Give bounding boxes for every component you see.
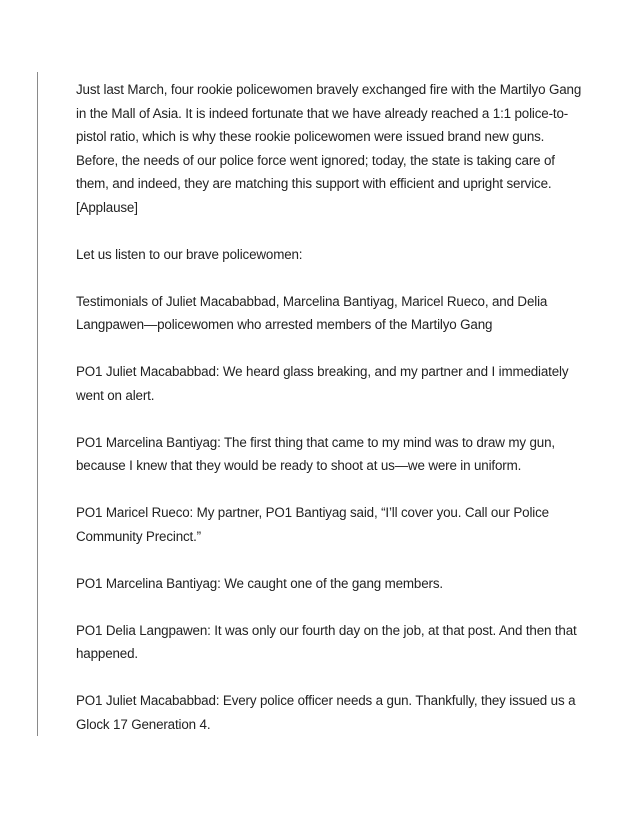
paragraph-macababbad-2: PO1 Juliet Macababbad: Every police officer needs a gun. Thankfully, they issued us a Glock 17 Generation 4. xyxy=(76,693,576,732)
paragraph-bantiyag-1: PO1 Marcelina Bantiyag: The first thing that came to my mind was to draw my gun, because I knew that they would be ready to shoot at us—we were in uniform. xyxy=(76,434,555,473)
margin-rule xyxy=(37,72,38,736)
paragraph-langpawen: PO1 Delia Langpawen: It was only our fourth day on the job, at that post. And then that happened. xyxy=(76,622,577,661)
paragraph-testimonials-heading: Testimonials of Juliet Macababbad, Marcelina Bantiyag, Maricel Rueco, and Delia Langpawen—policewomen who arrested members of the Martilyo Gang xyxy=(76,293,548,332)
paragraph-applause: Just last March, four rookie policewomen bravely exchanged fire with the Martilyo Gang in the Mall of Asia. It is indeed fortunate that we have already reached a 1:1 police-to-pistol ratio, which is why these rookie policewomen were issued brand new guns. Before, the needs of our police force went ignored; today, the state is taking care of them, and indeed, they are matching this support with efficient and upright service. [Applause] xyxy=(76,82,582,215)
paragraph-intro: Let us listen to our brave policewomen: xyxy=(76,246,303,262)
paragraph-rueco: PO1 Maricel Rueco: My partner, PO1 Bantiyag said, “I’ll cover you. Call our Police Community Precinct.” xyxy=(76,505,549,544)
paragraph-macababbad-1: PO1 Juliet Macababbad: We heard glass breaking, and my partner and I immediately went on alert. xyxy=(76,364,569,403)
paragraph-bantiyag-2: PO1 Marcelina Bantiyag: We caught one of the gang members. xyxy=(76,575,443,591)
speech-text xyxy=(76,78,582,736)
